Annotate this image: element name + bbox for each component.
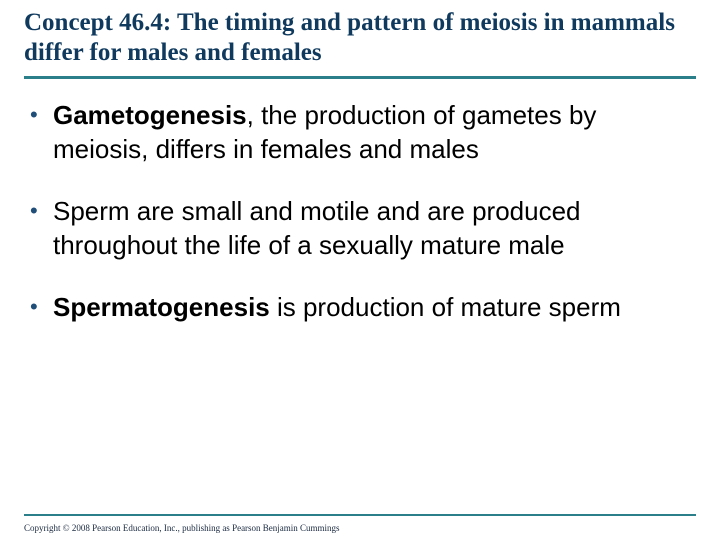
slide-title: Concept 46.4: The timing and pattern of meiosis in mammals differ for males and females [24, 9, 675, 66]
bullet-dot-icon: • [30, 198, 38, 223]
bullet-term: Gametogenesis [53, 100, 247, 130]
bullet-text: is production of mature sperm [269, 292, 621, 322]
bullet-item-gametogenesis [28, 98, 696, 166]
bullet-list [28, 98, 696, 352]
bullet-text: Sperm are small and motile and are produced throughout the life of a sexually mature male [53, 196, 581, 260]
footer-divider [24, 514, 696, 516]
bullet-item-sperm [28, 194, 696, 262]
title-divider [24, 76, 696, 79]
bullet-dot-icon: • [30, 294, 38, 319]
copyright-footer: Copyright © 2008 Pearson Education, Inc., publishing as Pearson Benjamin Cummings [24, 523, 340, 533]
bullet-dot-icon: • [30, 102, 38, 127]
bullet-item-spermatogenesis [28, 290, 696, 324]
bullet-text: , the production of gametes by meiosis, differs in females and males [53, 100, 597, 164]
bullet-term: Spermatogenesis [53, 292, 270, 322]
